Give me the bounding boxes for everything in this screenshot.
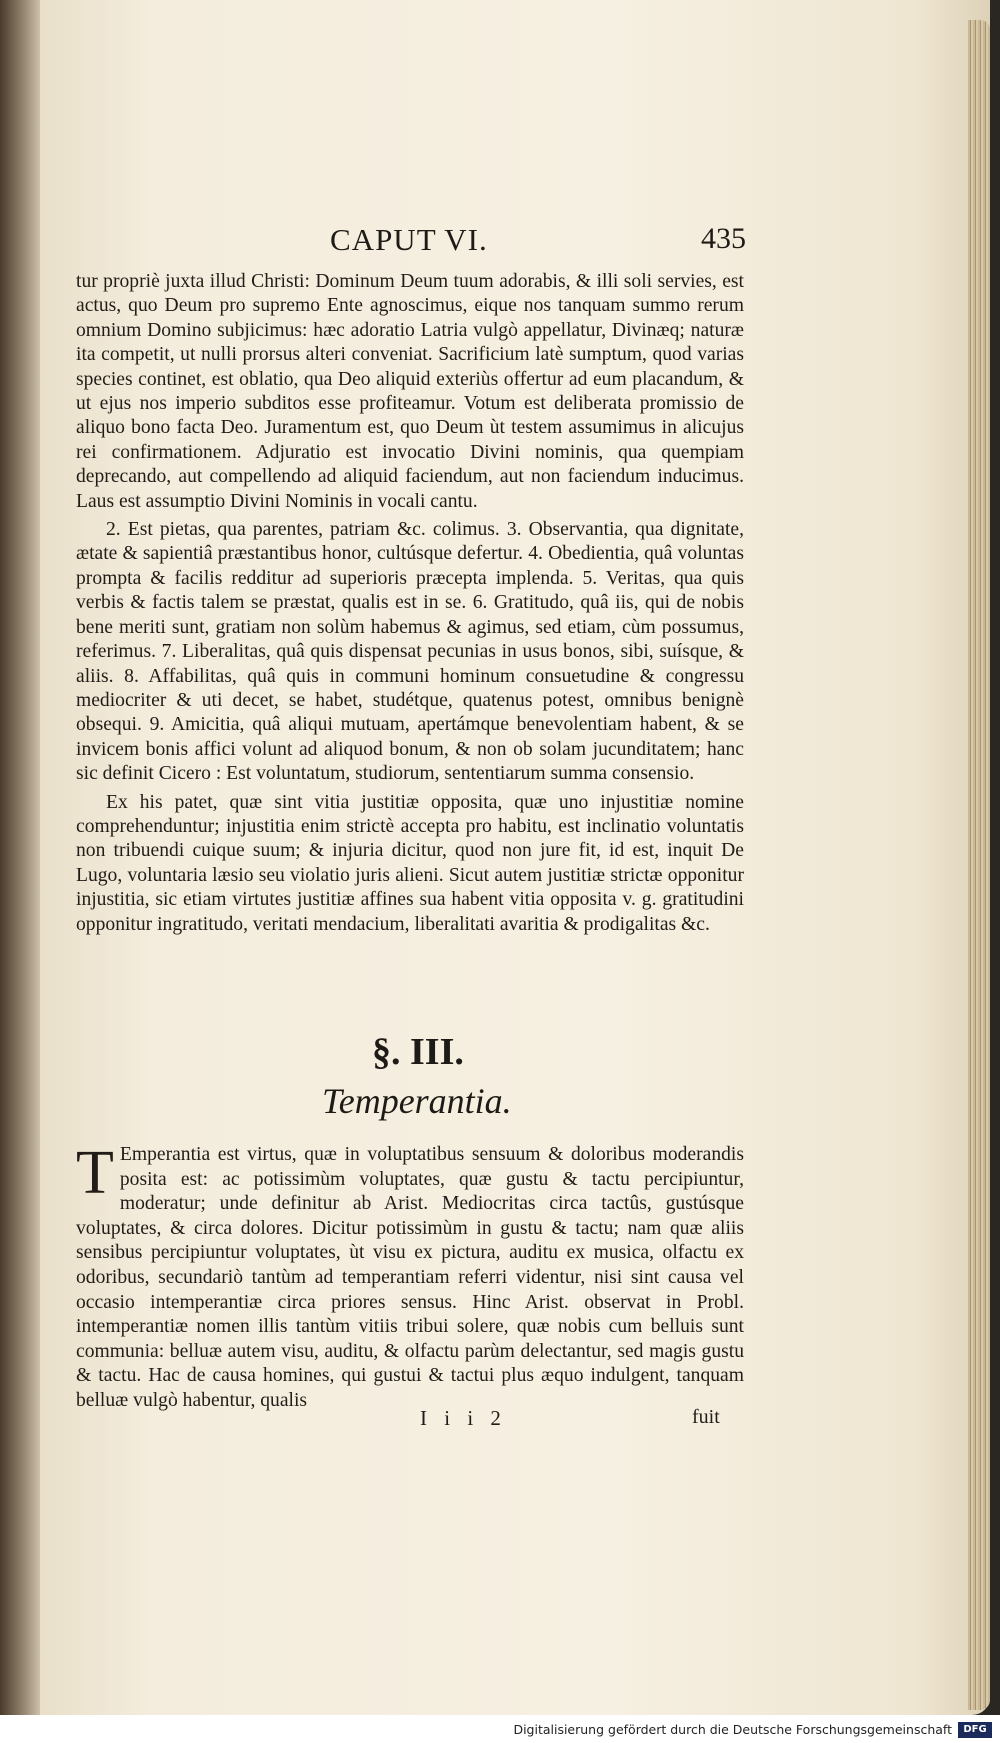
paragraph-temperantia: Emperantia est virtus, quæ in voluptatibus sensuum & doloribus moderandis posita est: ac potissimùm voluptates, quæ gustu & tactu percipiuntur, moderatur; unde definitur ab Arist. Mediocritas circa tactûs, gustúsque voluptates, & circa dolores. Dicitur potissimùm in gustu & tactu; nam quæ aliis sensibus percipiuntur voluptates, ùt visu ex pictura, auditu ex musica, olfactu ex odoribus, secundariò tantùm ad temperantiam referri videntur, nisi sint causa vel occasio intemperantiæ circa priores sensus. Hinc Arist. observat in Probl. intemperantiæ nomen illis tantùm vitiis tribui solere, quæ nobis cum belluis sunt communia: belluæ autem visu, auditu, & olfactu parùm delectantur, sed magis gustu & tactu. Hac de causa homines, qui gustui & tactui plus æquo indulgent, tanquam belluæ vulgò habentur, qualis: [76, 1144, 744, 1411]
page-number: 435: [701, 222, 746, 255]
signature-mark: I i i 2: [420, 1406, 507, 1430]
credit-text: Digitalisierung gefördert durch die Deutsche Forschungsgemeinschaft: [513, 1722, 952, 1737]
body-text-upper: [76, 270, 744, 937]
paragraph-vitia: Ex his patet, quæ sint vitia justitiæ opposita, quæ uno injustitiæ nomine comprehenduntur; injustitia enim strictè accepta pro habitu, est inclinatio voluntatis non tribuendi cuique suum; & injuria dicitur, quod non jure fit, id est, inquit De Lugo, voluntaria læsio seu violatio juris alieni. Sicut autem justitiæ strictæ opponitur injustitia, sic etiam virtutes justitiæ affines sua habent vitia opposita v. g. gratitudini opponitur ingratitudo, veritati mendacium, liberalitati avaritia & prodigalitas &c.: [76, 791, 744, 935]
body-text-temperantia: [76, 1139, 744, 1414]
paragraph-virtues-list: 2. Est pietas, qua parentes, patriam &c. colimus. 3. Observantia, qua dignitate, ætate & sapientiâ præstantibus honor, cultúsque defertur. 4. Obedientia, quâ voluntas prompta & facilis redditur ad superioris præcepta implenda. 5. Veritas, qua quis verbis & factis talem se præstat, qualis est in se. 6. Gratitudo, quâ iis, qui de nobis bene meriti sunt, gratiam non solùm habemus & agimus, sed etiam, cùm possumus, referimus. 7. Liberalitas, quâ quis dispensat pecunias in usus bonos, sibi, suísque, & aliis. 8. Affabilitas, quâ quis in communi hominum consuetudine & congressu mediocriter & uti decet, se habet, studétque, quatenus potest, omnibus benignè obsequi. 9. Amicitia, quâ aliqui mutuam, apertámque benevolentiam habent, & se invicem bonis affici volunt ad aliquod bonum, & non ob solam jucunditatem; hanc sic definit Cicero : Est voluntatum, studiorum, sententiarum summa consensio.: [76, 519, 744, 785]
page-fore-edge: [968, 20, 990, 1710]
drop-cap: T: [76, 1139, 114, 1207]
catchword: fuit: [692, 1406, 720, 1428]
credit-bar: [0, 1715, 1000, 1743]
section-mark: §. III.: [372, 1031, 464, 1073]
section-title: Temperantia.: [322, 1081, 512, 1121]
paragraph-adoratio: tur propriè juxta illud Christi: Dominum Deum tuum adorabis, & illi soli servies, est actus, quo Deum pro supremo Ente agnoscimus, eique nos tanquam summo rerum omnium Domino subjicimus: hæc adoratio Latria vulgò appellatur, Divinæq; naturæ ita competit, ut nulli prorsus alteri conveniat. Sacrificium latè sumptum, quod varias species continet, est oblatio, qua Deo aliquid exteriùs offertur ad eum placandum, & ut ejus nos imperio subditos esse profiteamur. Votum est deliberata promissio de aliquo bono facta Deo. Juramentum est, quo Deum ùt testem assumimus in alicujus rei confirmationem. Adjuratio est invocatio Divini nominis, qua quempiam deprecando, aut compellendo ad aliquid faciendum, aut non faciendum inducimus. Laus est assumptio Divini Nominis in vocali cantu.: [76, 271, 744, 512]
page-header: [330, 222, 746, 262]
running-title: CAPUT VI.: [330, 222, 488, 257]
dfg-logo-icon: DFG: [958, 1722, 992, 1738]
